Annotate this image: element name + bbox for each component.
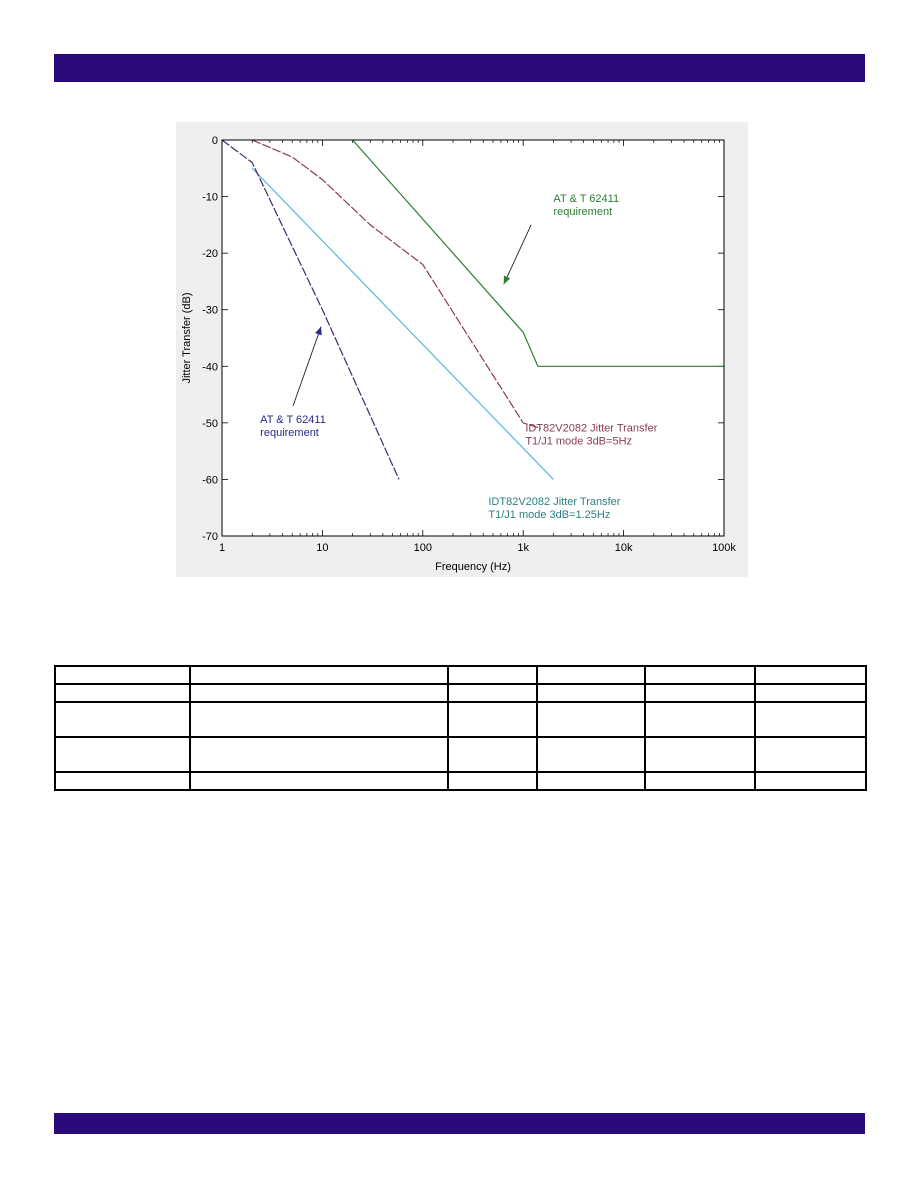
annotation-idt-5hz-label: IDT82V2082 Jitter Transfer — [525, 422, 658, 435]
y-tick-label: -20 — [202, 248, 218, 261]
table-cell — [448, 737, 537, 772]
x-tick-label: 10k — [614, 542, 633, 554]
table-cell — [645, 702, 755, 737]
table-row — [55, 684, 866, 702]
y-tick-label: -60 — [202, 474, 218, 487]
x-tick-label: 100k — [712, 542, 736, 554]
y-tick-label: -50 — [202, 417, 218, 430]
y-tick-label: -30 — [202, 304, 218, 317]
table-cell — [448, 702, 537, 737]
table-cell — [537, 666, 645, 684]
x-axis-label: Frequency (Hz) — [435, 561, 511, 573]
jitter-transfer-chart — [176, 122, 748, 577]
x-tick-label: 1k — [517, 542, 530, 554]
x-tick-label: 100 — [413, 542, 432, 554]
y-tick-label: -10 — [202, 191, 218, 204]
table-cell — [448, 684, 537, 702]
annotation-idt-125hz-label: IDT82V2082 Jitter Transfer — [488, 495, 621, 508]
y-axis-label: Jitter Transfer (dB) — [181, 292, 193, 384]
x-tick-label: 1 — [218, 542, 226, 554]
annotation-att-green-label: AT & T 62411 — [553, 193, 620, 206]
table-cell — [537, 772, 645, 790]
table-row — [55, 702, 866, 737]
header-bar — [54, 54, 865, 82]
table-cell — [755, 684, 866, 702]
table-cell — [645, 772, 755, 790]
plot-area — [222, 140, 724, 536]
chart-svg — [176, 122, 748, 577]
x-tick-label: 10 — [316, 542, 329, 554]
table-cell — [645, 737, 755, 772]
table-row — [55, 737, 866, 772]
table-cell — [190, 684, 448, 702]
table-row — [55, 772, 866, 790]
table-cell — [645, 684, 755, 702]
table-cell — [448, 666, 537, 684]
table-cell — [537, 702, 645, 737]
table-cell — [190, 772, 448, 790]
table-cell — [448, 772, 537, 790]
table-cell — [537, 737, 645, 772]
table-row — [55, 666, 866, 684]
annotation-idt-5hz-label: T1/J1 mode 3dB=5Hz — [525, 435, 633, 448]
annotation-att-green-label: requirement — [553, 206, 613, 219]
table-cell — [55, 772, 190, 790]
annotation-att-blue-label: requirement — [260, 426, 319, 439]
table-cell — [190, 666, 448, 684]
table-cell — [55, 737, 190, 772]
table-cell — [55, 684, 190, 702]
annotation-att-blue-label: AT & T 62411 — [260, 413, 326, 426]
table-cell — [190, 702, 448, 737]
y-tick-label: -40 — [202, 361, 218, 374]
table-cell — [755, 772, 866, 790]
table-cell — [537, 684, 645, 702]
spec-table — [54, 665, 867, 791]
table-cell — [755, 737, 866, 772]
table-cell — [645, 666, 755, 684]
table-cell — [755, 702, 866, 737]
table-cell — [190, 737, 448, 772]
y-tick-label: 0 — [211, 135, 218, 147]
annotation-idt-125hz-label: T1/J1 mode 3dB=1.25Hz — [488, 508, 611, 521]
table-cell — [755, 666, 866, 684]
footer-bar — [54, 1113, 865, 1134]
table-cell — [55, 702, 190, 737]
table-cell — [55, 666, 190, 684]
y-tick-label: -70 — [202, 531, 218, 543]
